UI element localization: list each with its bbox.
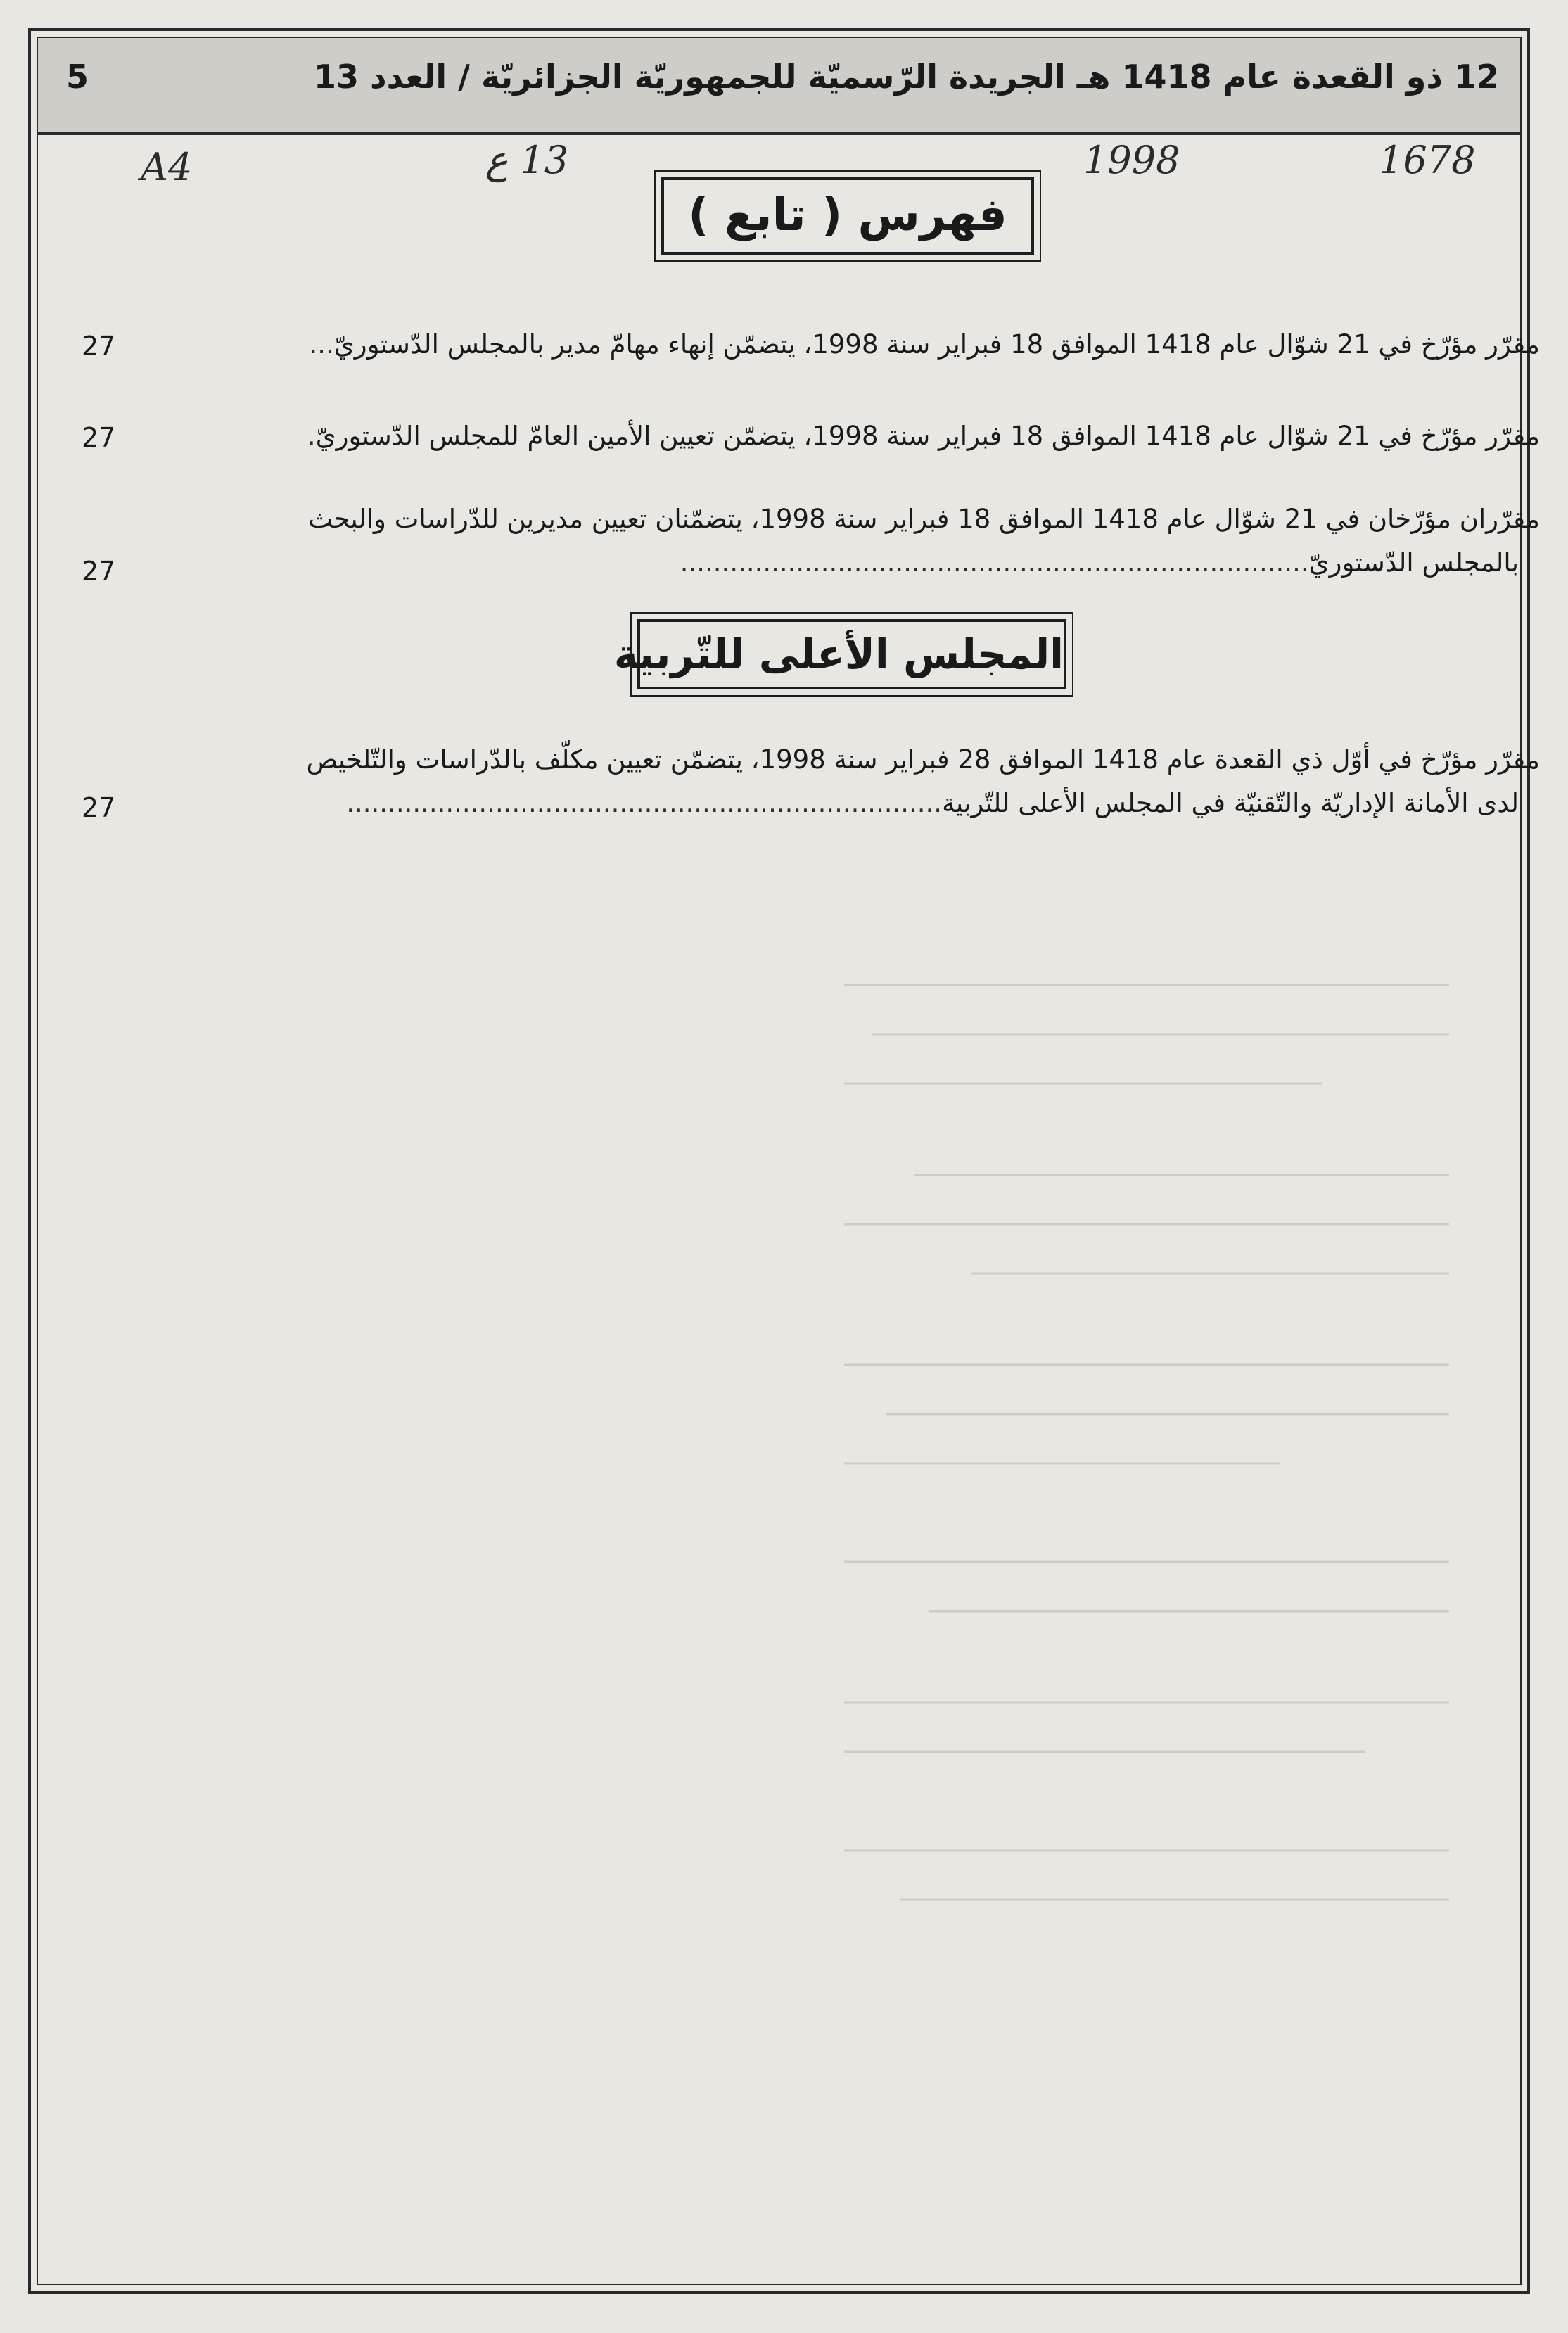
header-page-number: 5 — [66, 58, 89, 96]
toc-entry-4-line2: لدى الأمانة الإداريّة والتّقنيّة في المجلس الأعلى للتّربية — [942, 788, 1519, 818]
education-council-title: المجلس الأعلى للتّربية — [637, 619, 1066, 689]
handwritten-code: 1678 — [1379, 138, 1476, 182]
toc-entry-4-cont — [346, 784, 1519, 823]
toc-continued-title: فهرس ( تابع ) — [661, 177, 1034, 255]
toc-entry-4-dots: ........................................................................ — [346, 788, 943, 818]
toc-entry-3-page: 27 — [82, 556, 116, 587]
header-title: 12 ذو القعدة عام 1418 هـ الجريدة الرّسميّة للجمهوريّة الجزائريّة / العدد 13 — [313, 58, 1499, 96]
toc-entry-4 — [307, 740, 1540, 780]
toc-entry-3-line2: بالمجلس الدّستوريّ — [1308, 547, 1519, 578]
toc-entry-2 — [307, 417, 1540, 456]
handwritten-issue: 13 ع — [485, 138, 569, 182]
toc-entry-3-line1: مقرّران مؤرّخان في 21 شوّال عام 1418 الموافق 18 فبراير سنة 1998، يتضمّنان تعيين مديرين للدّراسات والبحث — [308, 504, 1540, 534]
toc-entry-3-dots: ............................................................................ — [680, 547, 1309, 578]
toc-entry-3 — [308, 500, 1540, 539]
toc-entry-2-dots: . — [307, 421, 316, 451]
toc-entry-2-page: 27 — [82, 422, 116, 453]
page-header — [38, 38, 1520, 135]
toc-entry-4-page: 27 — [82, 792, 116, 823]
bleed-through-texture — [830, 943, 1463, 1998]
toc-entry-4-line1: مقرّر مؤرّخ في أوّل ذي القعدة عام 1418 الموافق 28 فبراير سنة 1998، يتضمّن تعيين مكلّف بالدّراسات والتّلخيص — [306, 744, 1540, 775]
toc-entry-1 — [309, 325, 1540, 364]
toc-entry-1-dots: ... — [309, 329, 334, 360]
toc-entry-2-text: مقرّر مؤرّخ في 21 شوّال عام 1418 الموافق 18 فبراير سنة 1998، يتضمّن تعيين الأمين العامّ للمجلس الدّستوريّ — [315, 421, 1540, 451]
handwritten-a4: A4 — [141, 145, 193, 189]
handwritten-year: 1998 — [1083, 138, 1180, 182]
toc-entry-1-page: 27 — [82, 331, 116, 362]
toc-entry-1-text: مقرّر مؤرّخ في 21 شوّال عام 1418 الموافق 18 فبراير سنة 1998، يتضمّن إنهاء مهامّ مدير بالمجلس الدّستوريّ — [333, 329, 1540, 360]
toc-entry-3-cont — [680, 543, 1519, 583]
